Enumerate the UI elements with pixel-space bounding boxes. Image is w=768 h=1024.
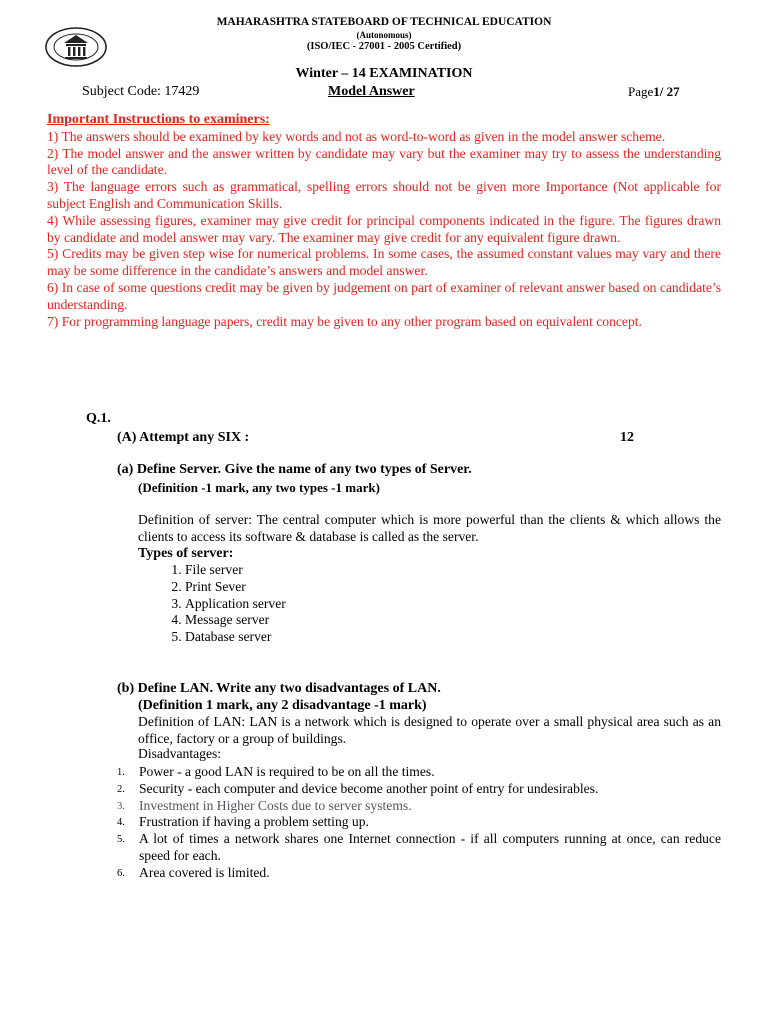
instruction-item: 6) In case of some questions credit may be given by judgement on part of examiner of relevant answer based on candidate’s understanding. <box>47 279 721 312</box>
page-number: Page1/ 27 <box>628 84 680 99</box>
question-a-marking: (Definition -1 mark, any two types -1 mark) <box>138 480 380 495</box>
list-item: 2. Security - each computer and device become another point of entry for undesirables. <box>117 780 599 796</box>
autonomous-label: (Autonomous) <box>356 30 412 40</box>
list-item: 5. Database server <box>185 629 286 646</box>
instruction-item: 5) Credits may be given step wise for numerical problems. In some cases, the assumed constant values may vary and there may be some difference in the candidate’s answers and model answer. <box>47 246 721 279</box>
section-marks: 12 <box>620 430 634 445</box>
instruction-item: 3) The language errors such as grammatical, spelling errors should not be given more Importance (Not applicable for subject English and Communication Skills. <box>47 179 721 211</box>
section-heading: (A) Attempt any SIX : 12 <box>117 430 634 445</box>
list-item: 5. A lot of times a network shares one Internet connection - if all computers running at once, can reduce speed for each. <box>117 831 721 863</box>
exam-title: Winter – 14 EXAMINATION <box>295 66 473 81</box>
question-a-title: (a) Define Server. Give the name of any two types of Server. <box>117 462 472 477</box>
server-types-list <box>138 562 286 646</box>
list-item: 3. Application server <box>185 596 286 613</box>
list-item: 4. Frustration if having a problem setting up. <box>117 814 369 830</box>
instructions-block <box>47 112 721 330</box>
instruction-item: 1) The answers should be examined by key words and not as word-to-word as given in the model answer scheme. <box>47 128 666 144</box>
list-item: 2. Print Sever <box>185 579 286 596</box>
subject-code: Subject Code: 17429 <box>82 84 200 99</box>
types-of-server-title: Types of server: <box>138 546 234 561</box>
list-item: 1. File server <box>185 562 286 579</box>
board-name: MAHARASHTRA STATEBOARD OF TECHNICAL EDUCATION <box>216 16 552 28</box>
list-item: 3. Investment in Higher Costs due to server systems. <box>117 797 412 813</box>
instructions-title: Important Instructions to examiners: <box>47 112 270 127</box>
disadvantages-title: Disadvantages: <box>138 746 222 761</box>
instruction-item: 7) For programming language papers, credit may be given to any other program based on equivalent concept. <box>47 313 642 329</box>
question-b-marking: (Definition 1 mark, any 2 disadvantage -1 mark) <box>138 698 427 713</box>
model-answer-heading: Model Answer <box>328 84 415 99</box>
list-item: 6. Area covered is limited. <box>117 864 270 880</box>
server-definition: Definition of server: The central computer which is more powerful than the clients & which allows the clients to access its software & database is called as the server. <box>138 512 721 544</box>
list-item: 4. Message server <box>185 612 286 629</box>
question-number: Q.1. <box>86 411 111 426</box>
instruction-item: 2) The model answer and the answer written by candidate may vary but the examiner may try to assess the understanding level of the candidate. <box>47 145 721 178</box>
disadvantages-list <box>117 764 721 882</box>
question-b-title: (b) Define LAN. Write any two disadvantages of LAN. <box>117 681 441 696</box>
lan-definition: Definition of LAN: LAN is a network which is designed to operate over a small physical area such as an office, factory or a group of buildings. <box>138 714 721 746</box>
instruction-item: 4) While assessing figures, examiner may give credit for principal components indicated in the figure. The figures drawn by candidate and model answer may vary. The examiner may give credit for any equivalent figure drawn. <box>47 212 721 245</box>
list-item: 1. Power - a good LAN is required to be on all the times. <box>117 764 435 779</box>
iso-certification: (ISO/IEC - 27001 - 2005 Certified) <box>306 41 462 52</box>
